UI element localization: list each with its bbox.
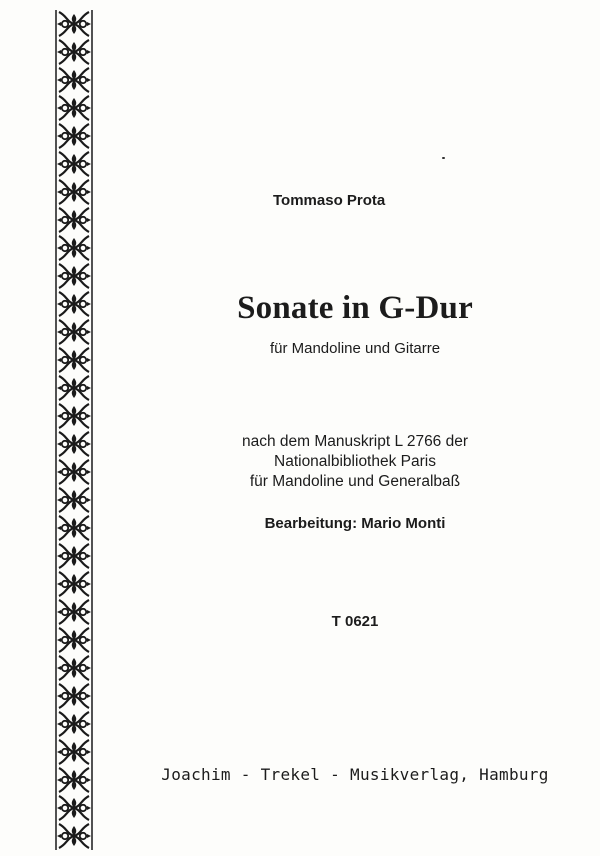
source-line: für Mandoline und Generalbaß xyxy=(249,473,461,490)
publisher-name: Joachim - Trekel - Musikverlag, Hamburg xyxy=(161,765,549,784)
work-title: Sonate in G-Dur xyxy=(237,290,473,326)
arranger-credit: Bearbeitung: Mario Monti xyxy=(264,515,446,532)
source-line: nach dem Manuskript L 2766 der xyxy=(241,433,469,450)
source-line: Nationalbibliothek Paris xyxy=(274,453,436,470)
composer-name: Tommaso Prota xyxy=(273,192,386,209)
source-note xyxy=(110,432,600,492)
work-subtitle: für Mandoline und Gitarre xyxy=(269,340,441,357)
catalog-number: T 0621 xyxy=(331,613,379,630)
title-page-content xyxy=(110,0,600,856)
ornamental-border-icon xyxy=(55,10,93,850)
